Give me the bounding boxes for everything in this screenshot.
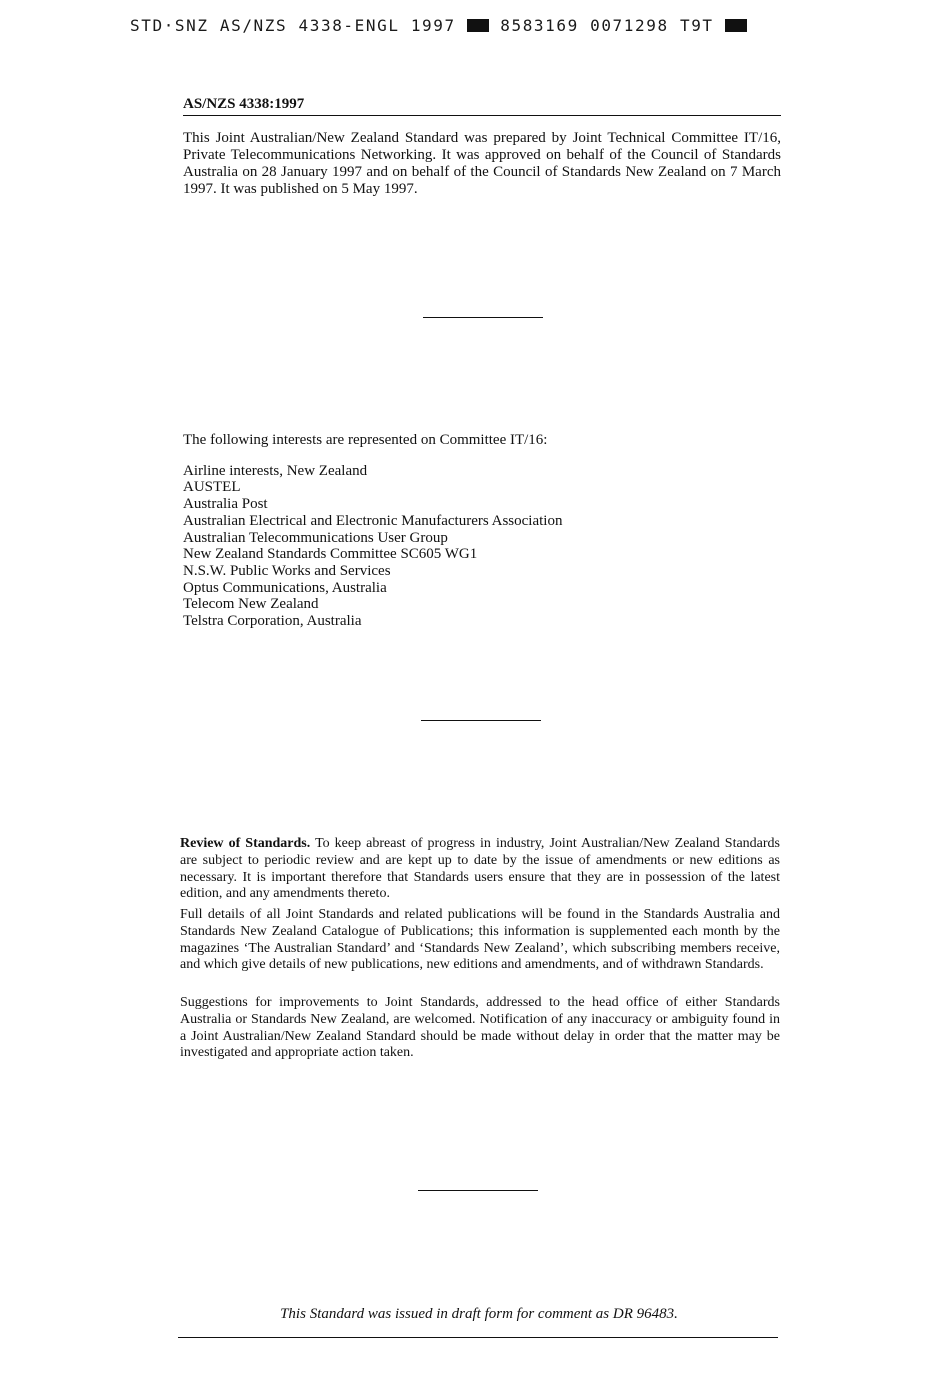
review-heading: Review of Standards. xyxy=(180,836,311,851)
list-item: Australian Telecommunications User Group xyxy=(183,529,448,546)
list-item: Australian Electrical and Electronic Manufacturers Association xyxy=(183,512,563,529)
list-item: Airline interests, New Zealand xyxy=(183,462,368,479)
review-text-1: To keep abreast of progress in industry, Joint Australian/New Zealand Standards are subject to periodic review and are kept up to date by the issue of amendments or new editions as necessary. It is important therefore that Standards users ensure that they are in possession of the latest edition, and any amendments thereto. xyxy=(180,836,780,902)
section-divider xyxy=(418,1190,538,1191)
draft-note: This Standard was issued in draft form for comment as DR 96483. xyxy=(280,1306,678,1322)
scan-header xyxy=(130,16,790,35)
review-paragraph-2: Full details of all Joint Standards and related publications will be found in the Standards Australia and Standards New Zealand Catalogue of Publications; this information is supplemented each month by the magazines ‘The Australian Standard’ and ‘Standards New Zealand’, which subscribing members receive, and which give details of new publications, new editions and amendments, and of withdrawn Standards. xyxy=(180,907,780,973)
preparation-note: This Joint Australian/New Zealand Standard was prepared by Joint Technical Committee IT/16, Private Telecommunications Networking. It was approved on behalf of the Council of Standards Australia on 28 January 1997 and on behalf of the Council of Standards New Zealand on 7 March 1997. It was published on 5 May 1997. xyxy=(183,130,781,197)
list-item: N.S.W. Public Works and Services xyxy=(183,562,391,579)
list-item: Australia Post xyxy=(183,496,268,513)
list-item: Telecom New Zealand xyxy=(183,596,319,613)
review-paragraph-1 xyxy=(180,836,780,903)
list-item: Optus Communications, Australia xyxy=(183,579,387,596)
list-item: AUSTEL xyxy=(183,479,241,496)
review-paragraph-3: Suggestions for improvements to Joint Standards, addressed to the head office of either Standards Australia or Standards New Zealand, are welcomed. Notification of any inaccuracy or ambiguity found in a Joint Australian/New Zealand Standard should be made without delay in order that the matter may be investigated and appropriate action taken. xyxy=(180,995,780,1061)
section-divider xyxy=(421,720,541,721)
list-item: Telstra Corporation, Australia xyxy=(183,613,362,630)
document-id: AS/NZS 4338:1997 xyxy=(183,96,781,116)
committee-intro: The following interests are represented on Committee IT/16: xyxy=(183,432,548,448)
section-divider xyxy=(423,317,543,318)
scan-header-right: 8583169 0071298 T9T xyxy=(500,16,714,35)
committee-list xyxy=(183,432,703,630)
redaction-block-icon xyxy=(725,19,747,32)
footer-rule xyxy=(178,1337,778,1338)
redaction-block-icon xyxy=(467,19,489,32)
scan-header-left: STD·SNZ AS/NZS 4338-ENGL 1997 xyxy=(130,16,456,35)
list-item: New Zealand Standards Committee SC605 WG1 xyxy=(183,546,478,563)
